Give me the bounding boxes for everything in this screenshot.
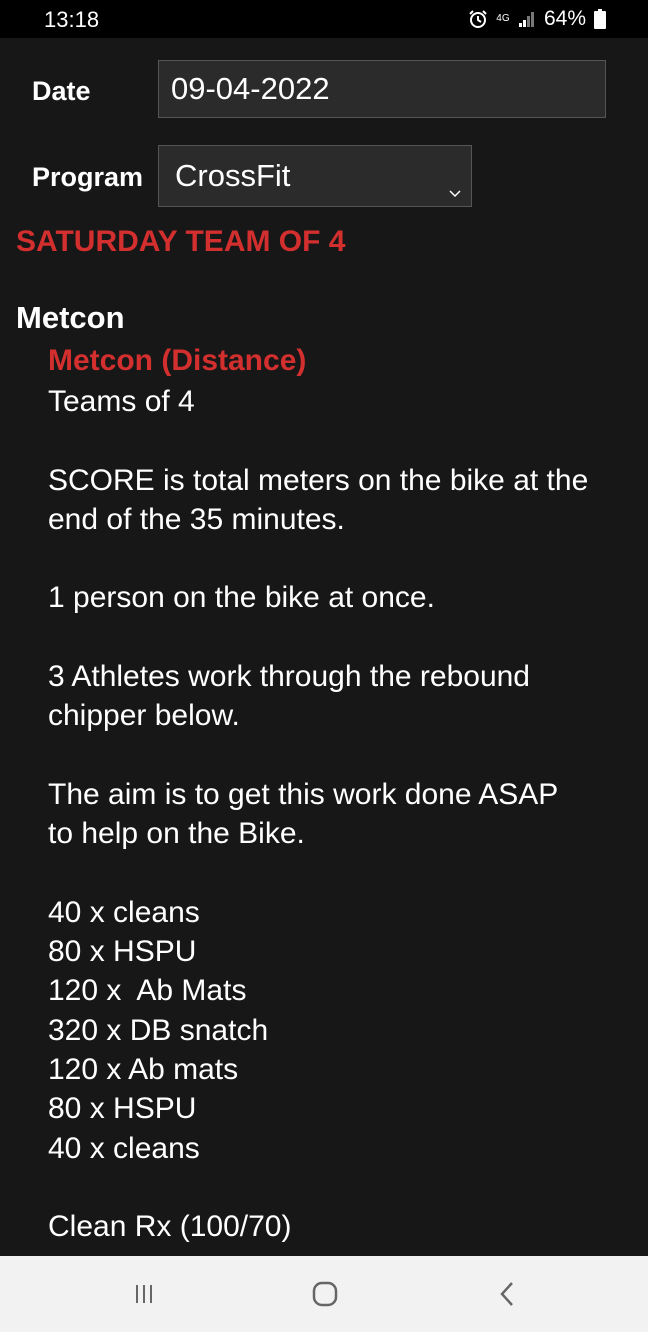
recent-apps-button[interactable] [124,1276,164,1316]
status-bar [0,0,648,38]
description-line: 40 x cleans [48,1131,200,1165]
home-button[interactable] [305,1276,345,1316]
description-line: The aim is to get this work done ASAP [48,777,559,811]
program-label: Program [32,162,144,192]
description-line: Teams of 4 [48,385,195,418]
date-label: Date [32,76,91,106]
description-line: 40 x cleans [48,895,200,929]
description-line: Clean Rx (100/70) [48,1210,292,1244]
description-line [48,421,638,460]
navigation-bar [0,1256,648,1332]
date-value: 09-04-2022 [171,71,330,106]
alarm-icon [468,9,488,29]
back-button[interactable] [487,1276,527,1316]
description-line: 320 x DB snatch [48,1013,269,1047]
description-line [48,1168,638,1207]
description-line [48,854,638,893]
description-line: to help on the Bike. [48,817,305,851]
main-content [0,38,648,1256]
back-icon [499,1281,515,1312]
home-icon [312,1281,338,1312]
signal-icon [518,10,536,28]
description-line: end of the 35 minutes. [48,502,345,536]
date-input[interactable] [158,60,606,118]
component-title: Metcon (Distance) [48,344,307,377]
recent-apps-icon [133,1283,155,1310]
description-line: 1 person on the bike at once. [48,581,435,615]
workout-description [48,382,638,1247]
description-line: 80 x HSPU [48,935,197,969]
program-value: CrossFit [175,158,291,193]
description-line: 120 x Ab mats [48,1053,239,1087]
chevron-down-icon [449,170,461,206]
description-line: 120 x Ab Mats [48,974,247,1008]
description-line: chipper below. [48,699,240,733]
status-time: 13:18 [44,7,100,32]
section-heading: Metcon [16,300,125,335]
description-line [48,618,638,657]
description-line [48,736,638,775]
description-line: 3 Athletes work through the rebound [48,660,530,694]
description-line: 80 x HSPU [48,1092,197,1126]
workout-title: SATURDAY TEAM OF 4 [16,225,346,258]
program-select[interactable] [158,145,472,207]
battery-percent: 64% [543,7,586,30]
status-icons [468,7,606,31]
description-line: SCORE is total meters on the bike at the [48,463,589,497]
battery-icon [594,9,606,29]
network-label: 4G [496,13,510,24]
description-line [48,539,638,578]
